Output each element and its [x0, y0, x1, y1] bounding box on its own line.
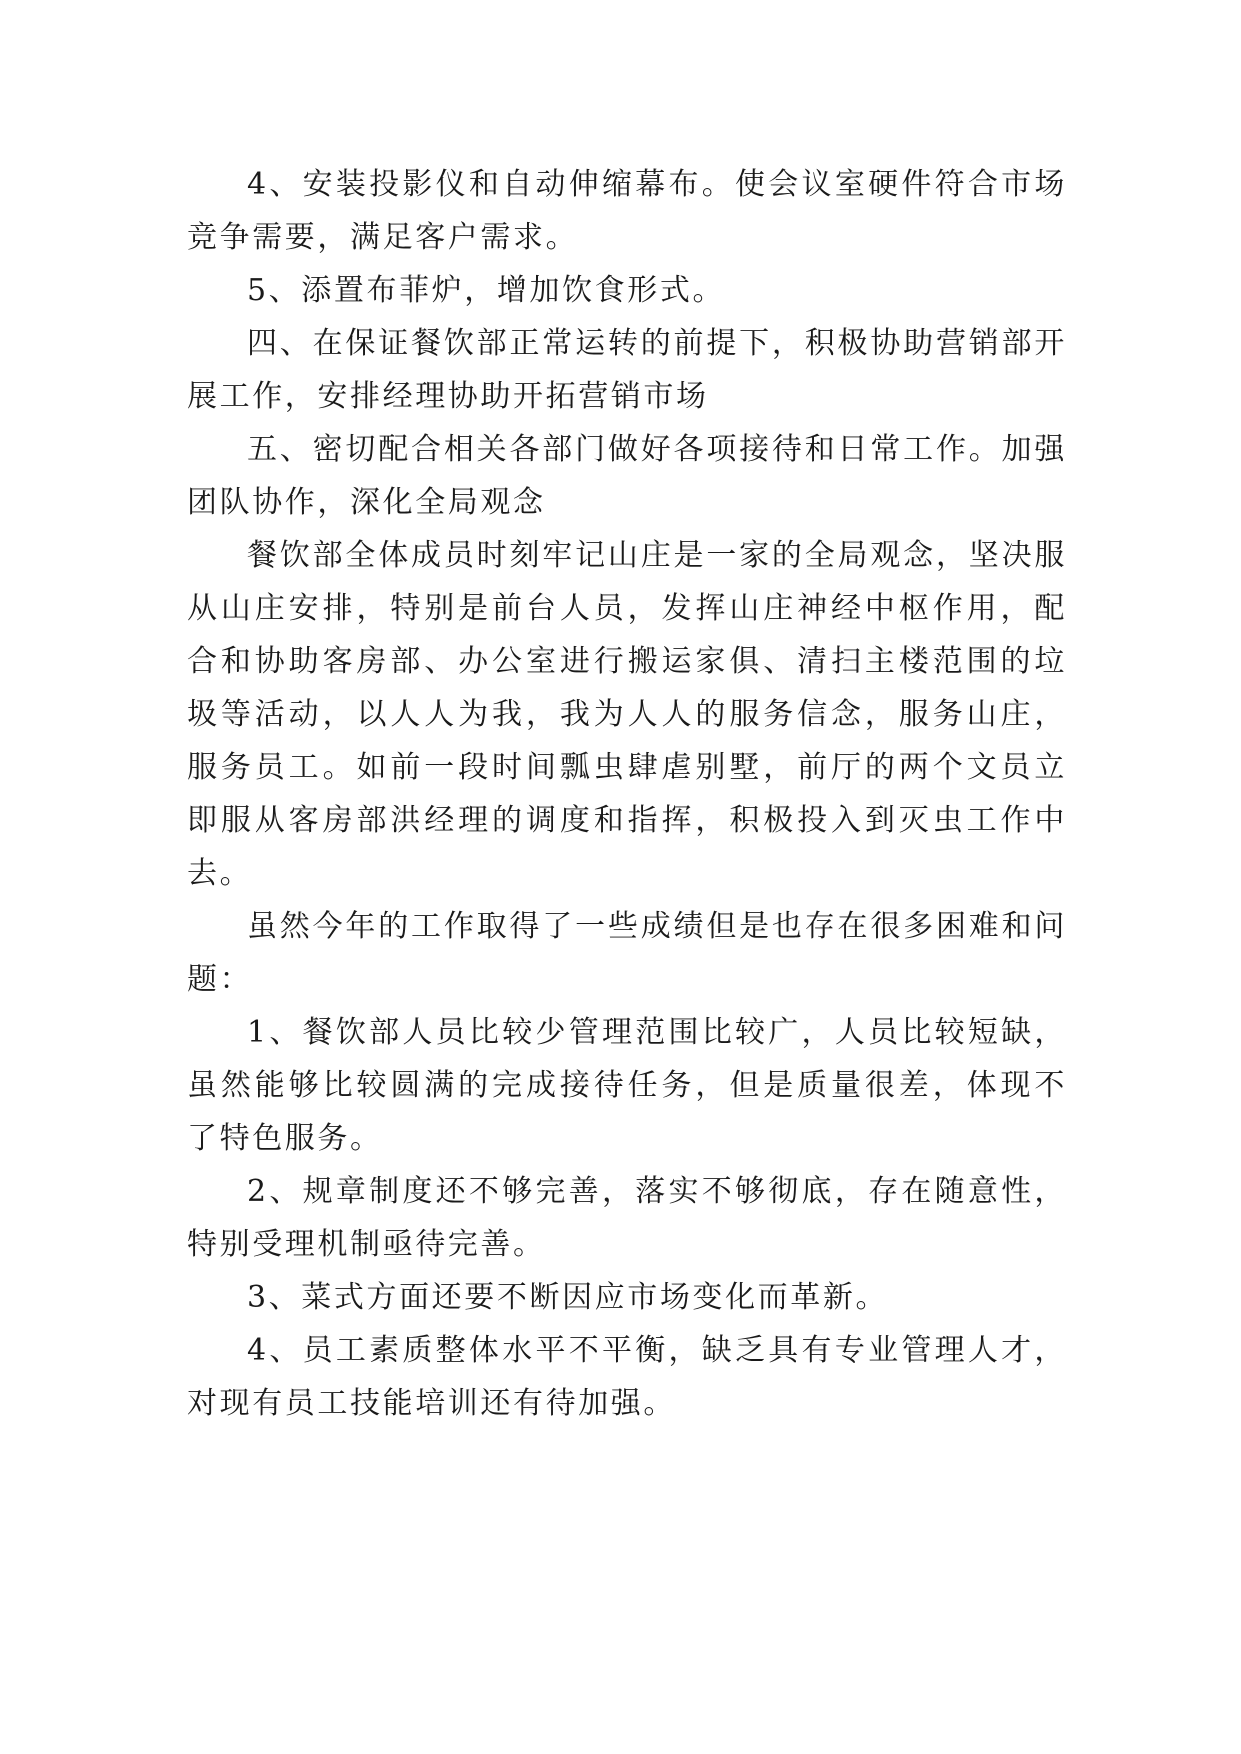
- paragraph-problems-intro: 虽然今年的工作取得了一些成绩但是也存在很多困难和问题：: [187, 909, 1067, 997]
- paragraph-problem-3: 3、菜式方面还要不断因应市场变化而革新。: [247, 1280, 889, 1315]
- paragraph-teamwork: 餐饮部全体成员时刻牢记山庄是一家的全局观念，坚决服从山庄安排，特别是前台人员，发挥山庄神经中枢作用，配合和协助客房部、办公室进行搬运家俱、清扫主楼范围的垃圾等活动，以人人为我，我为人人的服务信念，服务山庄，服务员工。如前一段时间瓢虫肆虐别墅，前厅的两个文员立即服从客房部洪经理的调度和指挥，积极投入到灭虫工作中去。: [187, 538, 1067, 891]
- paragraph-item-5-buffet: 5、添置布菲炉，增加饮食形式。: [247, 273, 726, 308]
- paragraph-problem-2: 2、规章制度还不够完善，落实不够彻底，存在随意性，特别受理机制亟待完善。: [187, 1174, 1067, 1262]
- paragraph-section-four: 四、在保证餐饮部正常运转的前提下，积极协助营销部开展工作，安排经理协助开拓营销市场: [187, 326, 1067, 414]
- paragraph-problem-4: 4、员工素质整体水平不平衡，缺乏具有专业管理人才，对现有员工技能培训还有待加强。: [187, 1333, 1067, 1421]
- paragraph-section-five: 五、密切配合相关各部门做好各项接待和日常工作。加强团队协作，深化全局观念: [187, 432, 1067, 520]
- document-body: [187, 158, 1067, 1430]
- paragraph-item-4-projector: 4、安装投影仪和自动伸缩幕布。使会议室硬件符合市场竞争需要，满足客户需求。: [187, 167, 1067, 255]
- paragraph-problem-1: 1、餐饮部人员比较少管理范围比较广，人员比较短缺，虽然能够比较圆满的完成接待任务，但是质量很差，体现不了特色服务。: [187, 1015, 1067, 1156]
